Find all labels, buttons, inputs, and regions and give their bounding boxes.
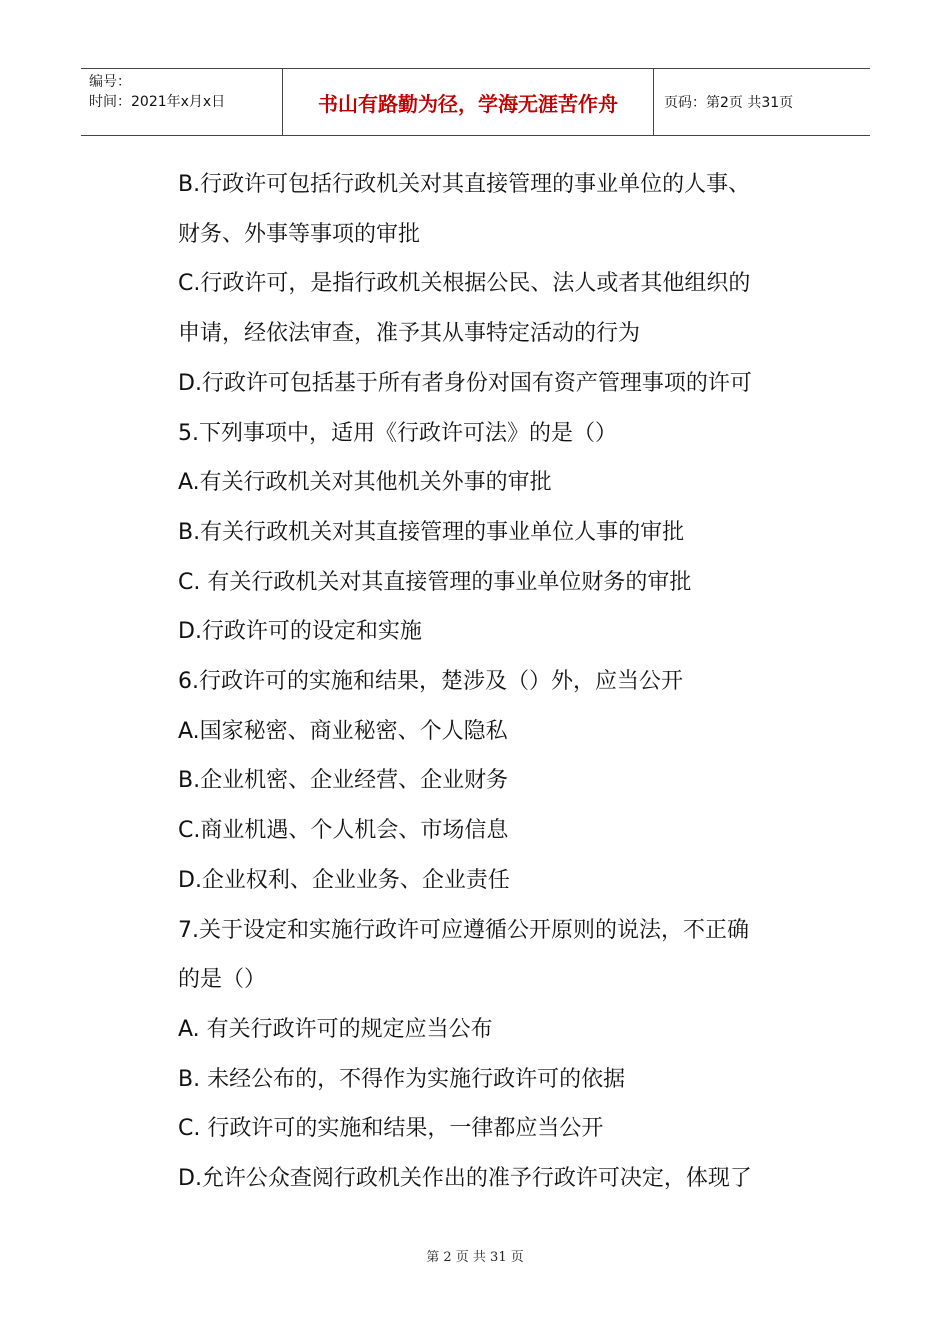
text-line: D.允许公众查阅行政机关作出的准予行政许可决定，体现了 xyxy=(178,1166,752,1192)
document-time: 时间：2021年x月x日 xyxy=(89,94,226,110)
text-line: 财务、外事等事项的审批 xyxy=(178,221,421,247)
text-line: 的是（） xyxy=(178,967,267,993)
text-line: C. 行政许可的实施和结果，一律都应当公开 xyxy=(178,1116,604,1142)
question-5: 5.下列事项中，适用《行政许可法》的是（） xyxy=(178,420,617,446)
header-meta xyxy=(81,69,282,135)
page-header xyxy=(81,68,870,136)
text-line: C. 有关行政机关对其直接管理的事业单位财务的审批 xyxy=(178,569,692,595)
text-line: B.企业机密、企业经营、企业财务 xyxy=(178,768,509,794)
text-line: C.商业机遇、个人机会、市场信息 xyxy=(178,818,509,844)
text-line: A.国家秘密、商业秘密、个人隐私 xyxy=(178,718,508,744)
text-line: C.行政许可，是指行政机关根据公民、法人或者其他组织的 xyxy=(178,271,751,297)
page-footer: 第 2 页 共 31 页 xyxy=(426,1250,524,1265)
document-number: 编号： xyxy=(89,74,131,90)
text-line: A.有关行政机关对其他机关外事的审批 xyxy=(178,470,552,496)
document-body xyxy=(178,160,818,1204)
text-line: D.行政许可包括基于所有者身份对国有资产管理事项的许可 xyxy=(178,370,752,396)
question-6: 6.行政许可的实施和结果，楚涉及（）外，应当公开 xyxy=(178,669,683,695)
text-line: A. 有关行政许可的规定应当公布 xyxy=(178,1016,493,1042)
text-line: D.行政许可的设定和实施 xyxy=(178,619,422,645)
header-page-info: 页码：第2页 共31页 xyxy=(664,95,794,111)
header-motto: 书山有路勤为径，学海无涯苦作舟 xyxy=(282,69,654,135)
text-line: 申请，经依法审查，准予其从事特定活动的行为 xyxy=(178,321,641,347)
text-line: B.行政许可包括行政机关对其直接管理的事业单位的人事、 xyxy=(178,172,751,197)
text-line: B.有关行政机关对其直接管理的事业单位人事的审批 xyxy=(178,519,685,545)
text-line: B. 未经公布的，不得作为实施行政许可的依据 xyxy=(178,1066,626,1092)
text-line: D.企业权利、企业业务、企业责任 xyxy=(178,867,510,893)
question-7: 7.关于设定和实施行政许可应遵循公开原则的说法，不正确 xyxy=(178,917,749,943)
